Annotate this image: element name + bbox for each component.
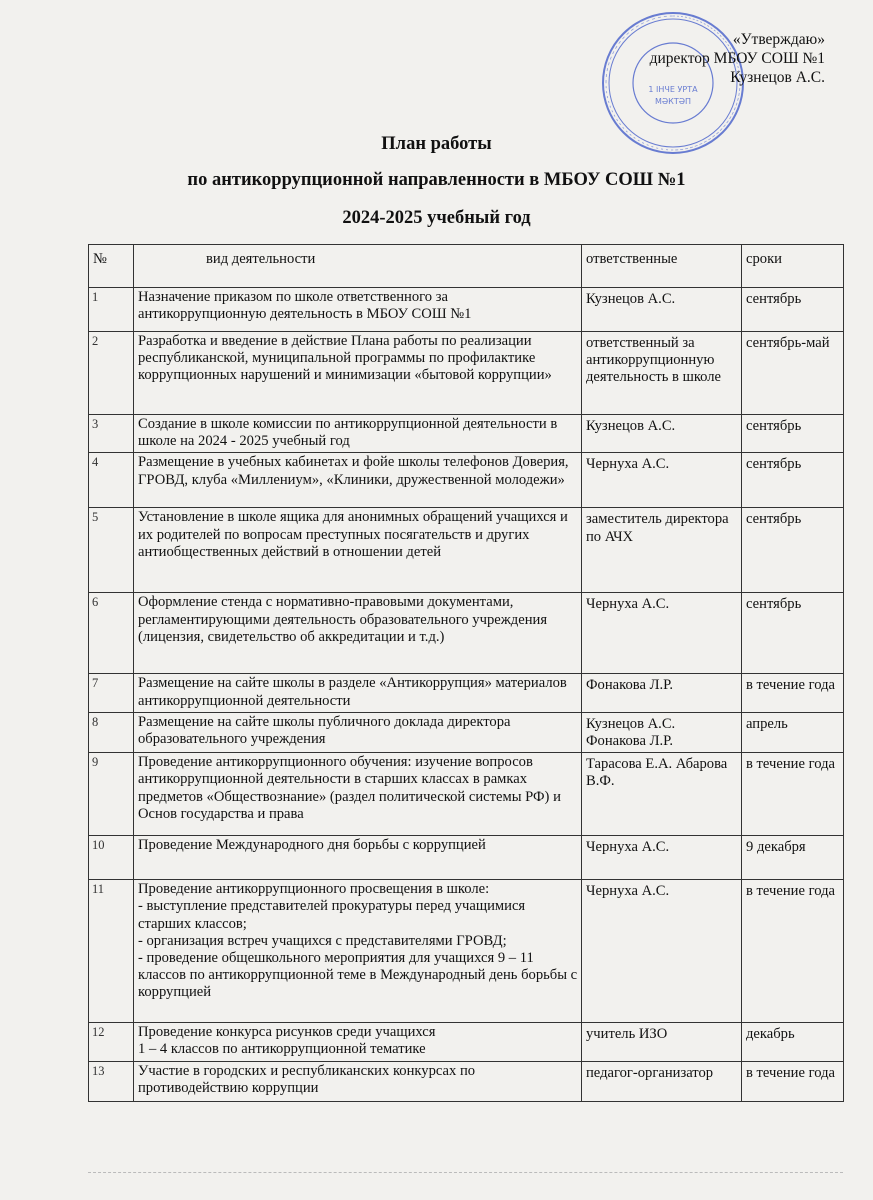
row-activity: Участие в городских и республиканских конкурсах по противодействию коррупции — [134, 1061, 582, 1101]
row-term: в течение года — [742, 1061, 844, 1101]
row-number: 11 — [89, 880, 134, 1023]
row-number: 7 — [89, 674, 134, 712]
row-activity: Размещение в учебных кабинетах и фойе школы телефонов Доверия, ГРОВД, клуба «Миллениум», «Клиники, дружественной молодежи» — [134, 453, 582, 508]
table-row — [89, 1061, 844, 1101]
row-responsible: учитель ИЗО — [582, 1023, 742, 1061]
document-title: План работы — [381, 134, 492, 154]
row-term: в течение года — [742, 880, 844, 1023]
plan-table — [88, 244, 844, 1102]
table-row — [89, 453, 844, 508]
row-responsible: Чернуха А.С. — [582, 836, 742, 880]
table-row — [89, 712, 844, 752]
row-number: 1 — [89, 288, 134, 332]
row-term: сентябрь — [742, 508, 844, 593]
table-header-row — [89, 245, 844, 288]
row-term: сентябрь — [742, 453, 844, 508]
row-responsible: Фонакова Л.Р. — [582, 674, 742, 712]
row-number: 6 — [89, 593, 134, 674]
table-row — [89, 753, 844, 836]
row-responsible: заместитель директора по АЧХ — [582, 508, 742, 593]
row-responsible: Тарасова Е.А. Абарова В.Ф. — [582, 753, 742, 836]
table-row — [89, 836, 844, 880]
row-responsible: Чернуха А.С. — [582, 880, 742, 1023]
row-activity: Размещение на сайте школы публичного доклада директора образовательного учреждения — [134, 712, 582, 752]
approval-block — [650, 30, 825, 87]
table-row — [89, 332, 844, 415]
row-activity: Проведение конкурса рисунков среди учащихся 1 – 4 классов по антикоррупционной тематике — [134, 1023, 582, 1061]
header-activity: вид деятельности — [134, 245, 582, 288]
row-activity: Размещение на сайте школы в разделе «Антикоррупция» материалов антикоррупционной деятельности — [134, 674, 582, 712]
row-activity: Проведение антикоррупционного просвещения в школе: - выступление представителей прокуратуры перед учащимися старших классов; - организация встреч учащихся с представителями ГРОВД; - проведение общешкольного мероприятия для учащихся 9 – 11 классов по антикоррупционной теме в Международный день борьбы с коррупцией — [134, 880, 582, 1023]
approval-line-2: директор МБОУ СОШ №1 — [649, 50, 825, 67]
page-bottom-line — [88, 1172, 843, 1173]
row-responsible: Кузнецов А.С. — [582, 415, 742, 453]
row-number: 2 — [89, 332, 134, 415]
row-term: 9 декабря — [742, 836, 844, 880]
header-responsible: ответственные — [582, 245, 742, 288]
approval-line-1: «Утверждаю» — [732, 31, 825, 48]
row-term: в течение года — [742, 674, 844, 712]
table-row — [89, 1023, 844, 1061]
row-term: сентябрь — [742, 415, 844, 453]
row-term: декабрь — [742, 1023, 844, 1061]
row-term: сентябрь — [742, 288, 844, 332]
row-activity: Проведение антикоррупционного обучения: изучение вопросов антикоррупционной деятельности в старших классах в рамках предметов «Обществознание» (раздел политической системы РФ) и Основ государства и права — [134, 753, 582, 836]
document-year: 2024-2025 учебный год — [342, 208, 531, 228]
seal-text-1: 1 ІНЧЕ УРТА — [648, 85, 698, 94]
table-row — [89, 674, 844, 712]
row-responsible: Чернуха А.С. — [582, 593, 742, 674]
row-term: апрель — [742, 712, 844, 752]
row-number: 12 — [89, 1023, 134, 1061]
approval-line-3: Кузнецов А.С. — [730, 69, 825, 86]
table-row — [89, 288, 844, 332]
seal-text-2: МӘКТӘП — [654, 97, 692, 106]
table-row — [89, 508, 844, 593]
row-activity: Разработка и введение в действие Плана работы по реализации республиканской, муниципальной программы по профилактике коррупционных нарушений и минимизации «бытовой коррупции» — [134, 332, 582, 415]
row-number: 4 — [89, 453, 134, 508]
row-number: 10 — [89, 836, 134, 880]
row-activity: Создание в школе комиссии по антикоррупционной деятельности в школе на 2024 - 2025 учебный год — [134, 415, 582, 453]
row-number: 9 — [89, 753, 134, 836]
row-term: сентябрь — [742, 593, 844, 674]
row-term: сентябрь-май — [742, 332, 844, 415]
row-number: 8 — [89, 712, 134, 752]
header-number: № — [89, 245, 134, 288]
row-number: 3 — [89, 415, 134, 453]
table-row — [89, 593, 844, 674]
row-activity: Оформление стенда с нормативно-правовыми документами, регламентирующими деятельность образовательного учреждения (лицензия, свидетельство об аккредитации и т.д.) — [134, 593, 582, 674]
table-row — [89, 880, 844, 1023]
row-activity: Установление в школе ящика для анонимных обращений учащихся и их родителей по вопросам преступных посягательств и других антиобщественных действий в отношении детей — [134, 508, 582, 593]
row-number: 13 — [89, 1061, 134, 1101]
row-responsible: педагог-организатор — [582, 1061, 742, 1101]
row-responsible: Кузнецов А.С. Фонакова Л.Р. — [582, 712, 742, 752]
row-responsible: Кузнецов А.С. — [582, 288, 742, 332]
document-subtitle: по антикоррупционной направленности в МБОУ СОШ №1 — [187, 170, 686, 190]
table-row — [89, 415, 844, 453]
row-responsible: Чернуха А.С. — [582, 453, 742, 508]
header-term: сроки — [742, 245, 844, 288]
row-responsible: ответственный за антикоррупционную деятельность в школе — [582, 332, 742, 415]
plan-table-body — [89, 288, 844, 1102]
row-activity: Назначение приказом по школе ответственного за антикоррупционную деятельность в МБОУ СОШ №1 — [134, 288, 582, 332]
row-number: 5 — [89, 508, 134, 593]
row-activity: Проведение Международного дня борьбы с коррупцией — [134, 836, 582, 880]
row-term: в течение года — [742, 753, 844, 836]
